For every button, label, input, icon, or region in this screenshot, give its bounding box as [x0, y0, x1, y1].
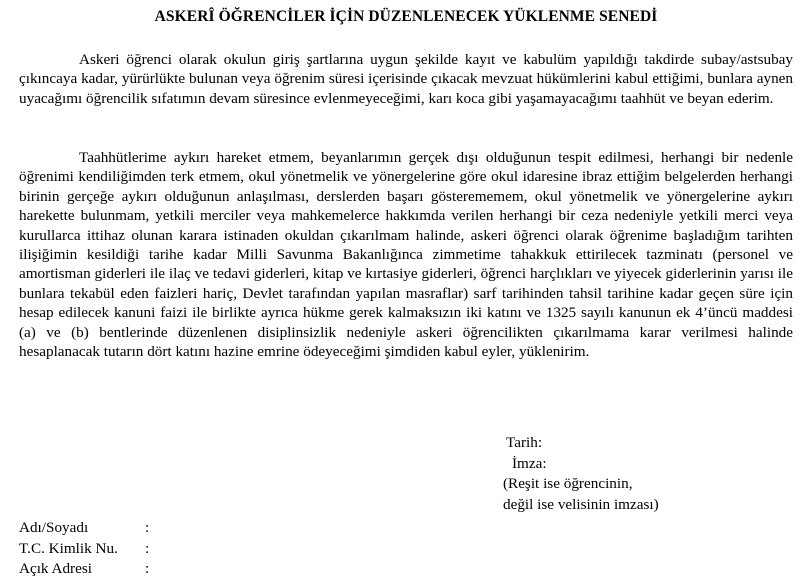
field-separator: : — [145, 560, 150, 577]
paragraph-obligations: Taahhütlerime aykırı hareket etmem, beyanlarımın gerçek dışı olduğunun tespit edilmesi, herhangi bir nedenle öğrenimi kendiliğimden terk etmem, okul yönetmelik ve yönergelerine göre okul idaresine ibraz ettiğim belgelerden herhangi birinin gerçeğe aykırı olduğunun anlaşılması, derslerden başarı gösterememem, okul yönetmelik ve yönergelerine aykırı harekette bulunmam, yetkili merciler veya mahkemelerce hakkımda verilen herhangi bir ceza nedeniyle yetkili merci veya kurullarca ittihaz olunan karara istinaden okuldan çıkarılmam halinde, askeri öğrenci olarak öğrenime başladığım tarihten ilişiğimin kesildiği tarihe kadar Milli Savunma Bakanlığınca zimmetime tahakkuk ettirilecek tazminatı (personel ve amortisman giderleri ile ilaç ve tedavi giderleri, kitap ve kırtasiye giderleri, öğrenci harçlıkları ve yiyecek giderlerinin yarısı ile bunlara tekabül eden faizleri hariç, Devlet tarafından yapılan masraflar) sarf tarihinden tahsil tarihine kadar geçen süre için hesap edilecek kanuni faizi ile birlikte ayrıca hükme gerek kalmaksızın iki katını ve 1325 sayılı kanunun ek 4’üncü maddesi (a) ve (b) bentlerinde düzenlenen disiplinsizlik nedeniyle askeri öğrencilikten çıkarılmama karar verilmesi halinde hesaplanacak tutarın dört katını hazine emrine ödeyeceğimi şimdiden kabul eyler, yüklenirim. — [19, 149, 793, 361]
field-separator: : — [145, 519, 150, 536]
signature-label: İmza: — [512, 454, 547, 472]
document-title: ASKERÎ ÖĞRENCİLER İÇİN DÜZENLENECEK YÜKLENME SENEDİ — [154, 8, 658, 25]
signature-note-line2: değil ise velisinin imzası) — [503, 495, 659, 513]
signature-block — [503, 433, 659, 515]
paragraph-commitment: Askeri öğrenci olarak okulun giriş şartlarına uygun şekilde kayıt ve kabulüm yapıldığı takdirde subay/astsubay çıkıncaya kadar, yürürlükte bulunan veya öğrenim süresi içerisinde çıkacak mevzuat hükümlerini kabul ettiğimi, bunlara aynen uyacağımı öğrencilik sıfatımın devam süresince evlenmeyeceğimi, karı koca gibi yaşamayacağımı taahhüt ve beyan ederim. — [19, 51, 793, 107]
field-row-id-number — [19, 539, 155, 560]
date-label: Tarih: — [506, 434, 543, 451]
field-separator: : — [145, 539, 150, 557]
field-label-name: Adı/Soyadı — [19, 519, 89, 536]
field-row-name — [19, 518, 155, 539]
personal-info-fields — [19, 518, 155, 580]
field-label-id-number: T.C. Kimlik Nu. — [19, 539, 118, 557]
signature-note-line1: (Reşit ise öğrencinin, — [503, 475, 633, 492]
field-label-address: Açık Adresi — [19, 560, 92, 577]
field-row-address — [19, 559, 155, 580]
